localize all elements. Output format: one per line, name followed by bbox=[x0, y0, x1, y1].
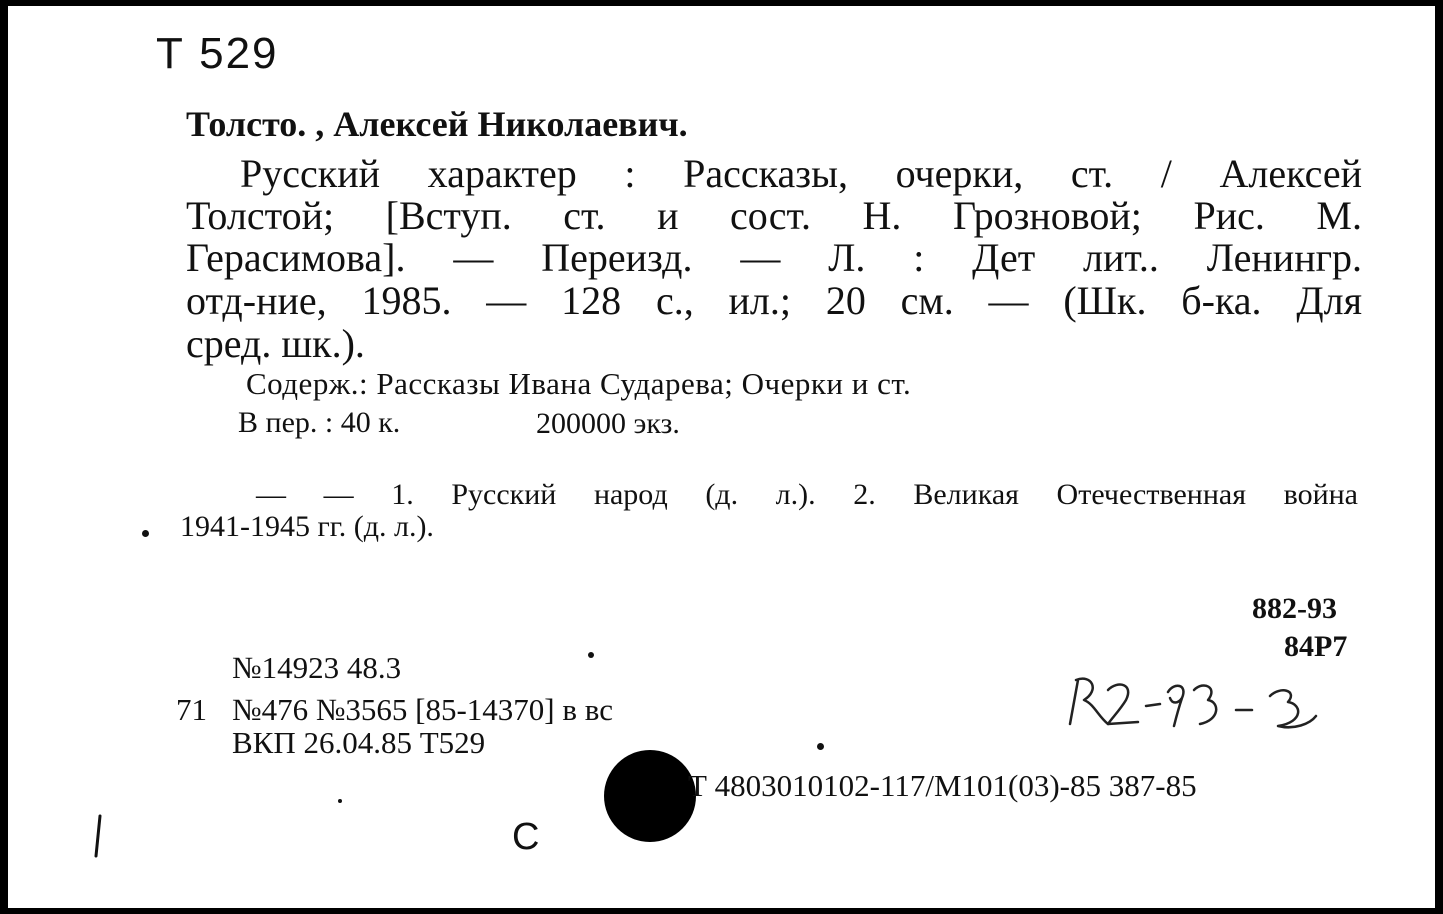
catalog-card bbox=[8, 6, 1435, 908]
bottom-letter: С bbox=[512, 816, 540, 858]
classification-code-2: 84Р7 bbox=[1284, 630, 1348, 663]
dot-mark bbox=[817, 743, 824, 750]
call-number: Т 529 bbox=[156, 29, 279, 78]
record-prefix: 71 bbox=[176, 692, 207, 727]
classification-code-1: 882-93 bbox=[1252, 592, 1337, 625]
description-line-3: Герасимова]. — Переизд. — Л. : Дет лит.. Ленингр. bbox=[186, 235, 1362, 280]
punch-hole bbox=[604, 750, 696, 842]
subjects-line-1: — — 1. Русский народ (д. л.). 2. Великая Отечественная война bbox=[256, 478, 1358, 511]
dot-mark bbox=[338, 799, 342, 803]
dot-mark bbox=[142, 530, 149, 537]
pen-stroke bbox=[88, 812, 108, 862]
description-line-1: Русский характер : Рассказы, очерки, ст. / Алексей bbox=[240, 151, 1362, 196]
subjects-line-2: 1941-1945 гг. (д. л.). bbox=[180, 510, 434, 543]
price-note: В пер. : 40 к. bbox=[238, 406, 401, 439]
description-line-2: Толстой; [Вступ. ст. и сост. Н. Грозновой; Рис. М. bbox=[186, 193, 1362, 238]
vkp-line: ВКП 26.04.85 Т529 bbox=[232, 725, 486, 760]
dot-mark bbox=[588, 652, 594, 658]
isbn-line: Т 4803010102-117/М101(03)-85 387-85 bbox=[688, 768, 1197, 803]
record-line: №476 №3565 [85-14370] в вс bbox=[232, 692, 613, 727]
author-heading: Толсто. , Алексей Николаевич. bbox=[186, 104, 688, 144]
contents-note: Содерж.: Рассказы Ивана Сударева; Очерки и ст. bbox=[246, 366, 912, 401]
record-number: №14923 48.3 bbox=[232, 650, 402, 685]
description-line-4: отд-ние, 1985. — 128 с., ил.; 20 см. — (Шк. б-ка. Для bbox=[186, 278, 1362, 323]
print-run-note: 200000 экз. bbox=[536, 407, 680, 440]
handwritten-shelf-mark bbox=[1048, 666, 1328, 746]
description-line-5: сред. шк.). bbox=[186, 321, 365, 366]
